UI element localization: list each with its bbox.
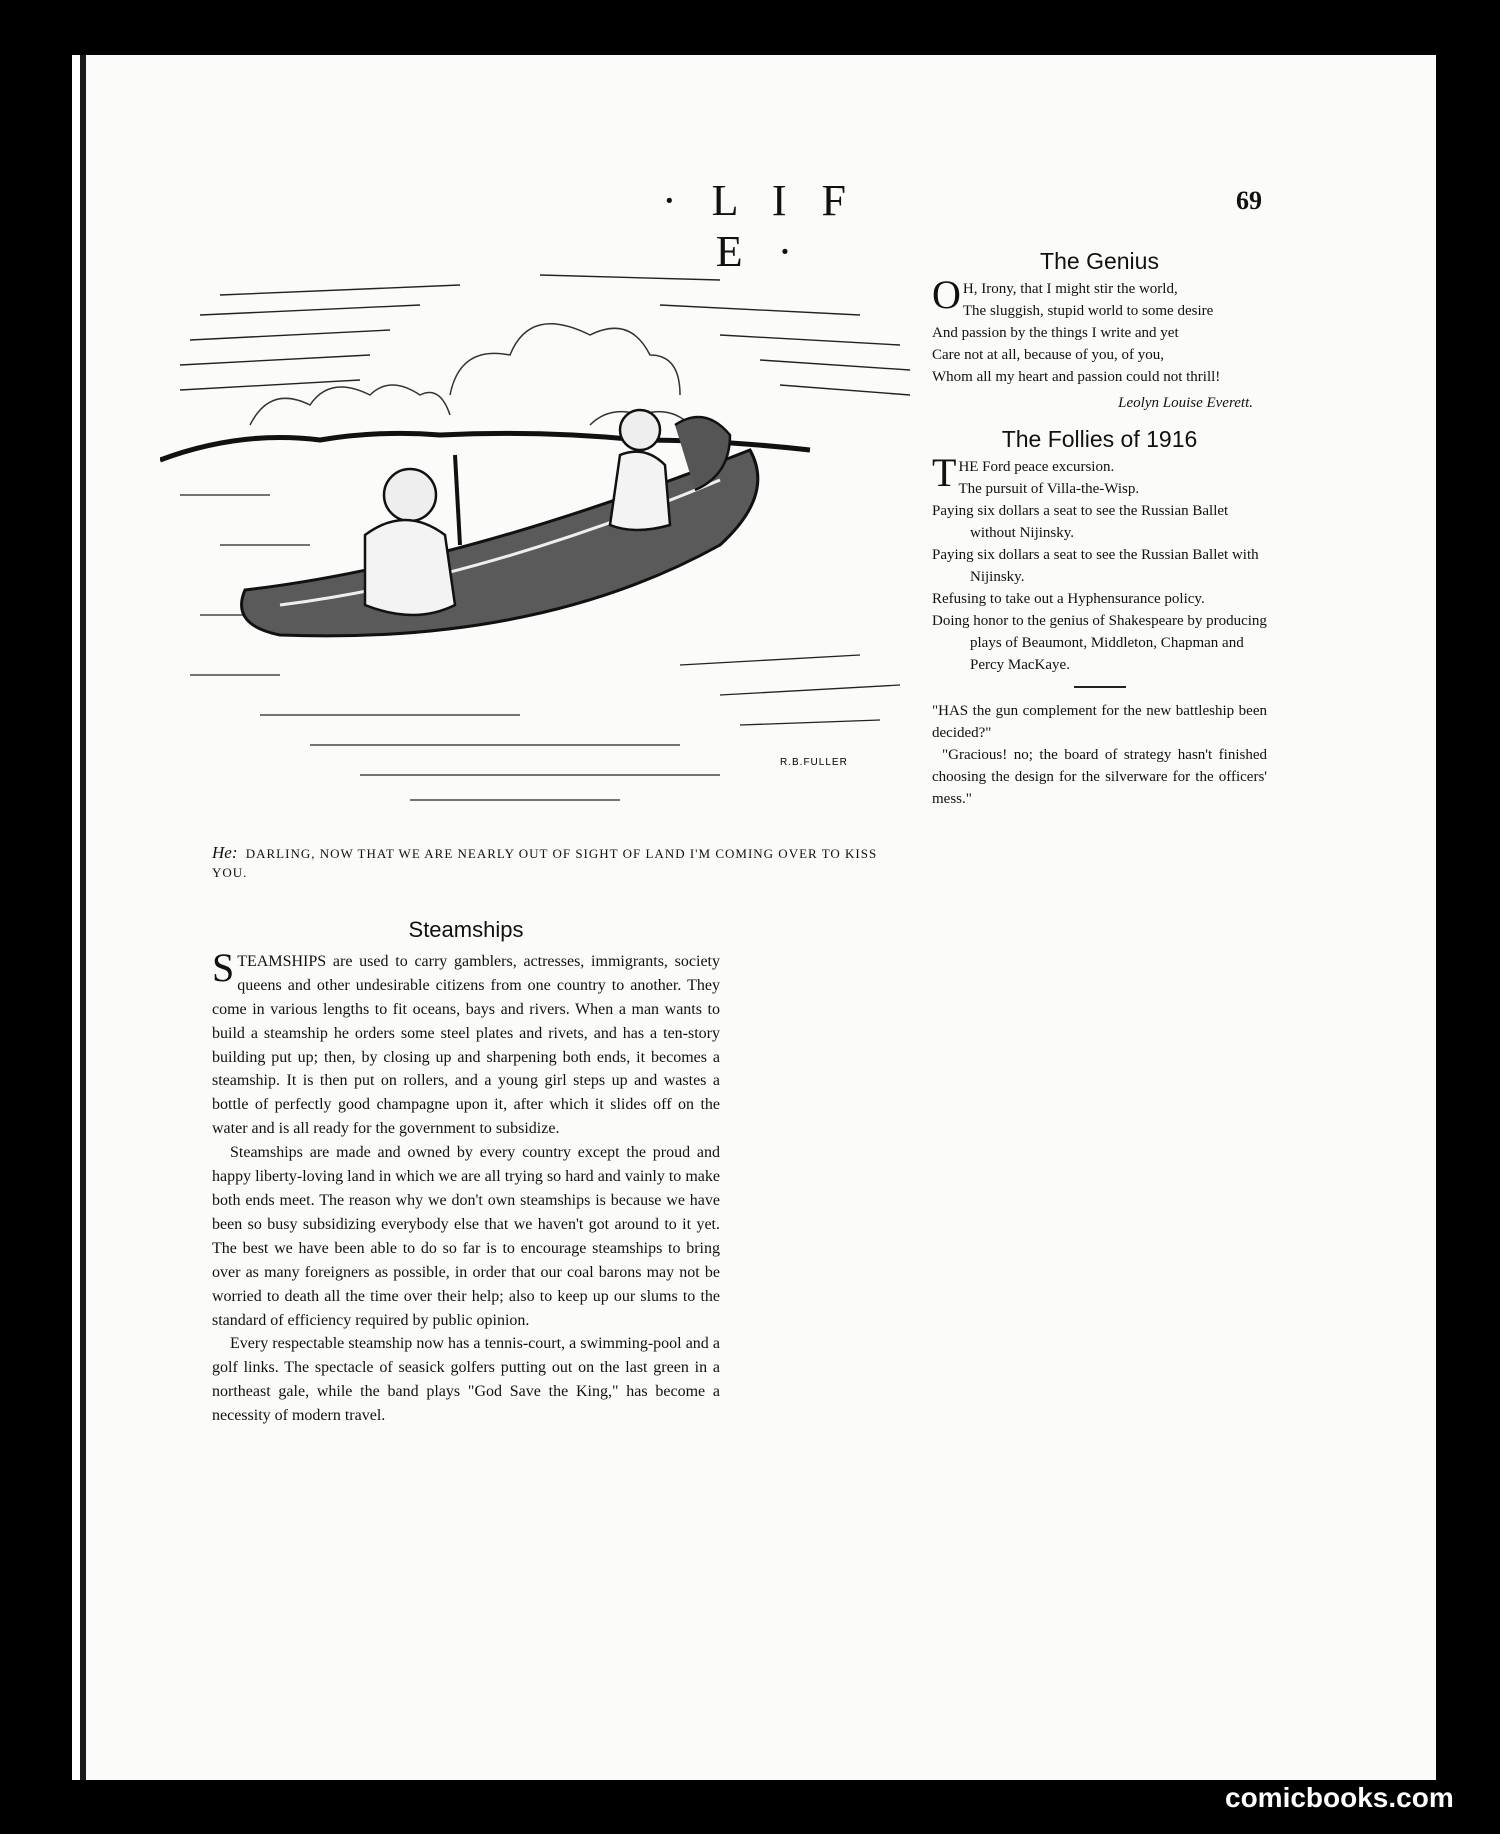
genius-title: The Genius [1040,248,1159,274]
artist-signature: R.B.FULLER [780,757,848,768]
follies-item: Paying six dollars a seat to see the Russian Ballet with Nijinsky. [932,547,1259,585]
cloud-outlines [250,324,690,425]
genius-line: Whom all my heart and passion could not thrill! [932,369,1221,385]
genius-line: The sluggish, stupid world to some desire [962,303,1214,319]
battleship-answer: "Gracious! no; the board of strategy hasn't finished choosing the design for the silverware for the officers' mess." [932,747,1267,807]
right-column [932,250,1267,810]
caption-speaker: He: [212,843,238,862]
page-number: 69 [1236,186,1262,215]
masthead-title: · L I F E · [661,176,859,276]
genius-poem [932,272,1267,414]
follies-item: THE Ford peace excursion. [932,450,1115,495]
man-figure [365,455,460,615]
steamships-paragraph: Every respectable steamship now has a tennis-court, a swimming-pool and a golf links. The spectacle of seasick golfers putting out on the last green in a northeast gale, while the band plays "God Save the King," has become a necessity of modern travel. [212,1335,720,1425]
canoe-hull [242,450,758,636]
sky-hatching [180,275,910,395]
steamships-title: Steamships [408,917,524,942]
follies-item: Refusing to take out a Hyphensurance policy. [932,591,1205,607]
steamships-paragraph: STEAMSHIPS are used to carry gamblers, actresses, immigrants, society queens and other undesirable citizens from one country to another. They come in various lengths to fit oceans, bays and rivers. When a man wants to build a steamship he orders some steel plates and rivets, and has a ten-story building put up; then, by closing up and sharpening both ends, it becomes a steamship. It is then put on rollers, and a young girl steps up and wastes a bottle of perfectly good champagne upon it, after which it slides off on the water and is all ready for the government to subsidize. [212,944,720,1138]
follies-item: Paying six dollars a seat to see the Russian Ballet without Nijinsky. [932,503,1229,541]
genius-line: OH, Irony, that I might stir the world, [932,272,1178,317]
site-watermark: comicbooks.com [1225,1782,1454,1813]
illustration-caption [212,843,882,882]
steamships-paragraph: Steamships are made and owned by every country except the proud and happy liberty-loving land in which we are all trying so hard and vainly to make both ends meet. The reason why we don't own steamships is because we have been so busy subsidizing everybody else that we haven't got around to it yet. The best we have been able to do so far is to encourage steamships to bring over as many foreigners as possible, in order that our coal barons may not be worried to death all the time over their help; also to keep up our slums to the standard of efficiency required by public opinion. [212,1144,720,1329]
steamships-article [212,918,720,1428]
battleship-question: "HAS the gun complement for the new battleship been decided?" [932,703,1267,741]
follies-list [932,450,1267,676]
follies-item: The pursuit of Villa-the-Wisp. [958,481,1140,497]
binding-margin [0,0,80,1834]
follies-item: Doing honor to the genius of Shakespeare by producing plays of Beaumont, Middleton, Chapman and Percy MacKaye. [932,613,1267,673]
genius-author: Leolyn Louise Everett. [1118,395,1253,411]
battleship-joke [932,700,1267,810]
caption-text: DARLING, NOW THAT WE ARE NEARLY OUT OF SIGHT OF LAND I'M COMING OVER TO KISS YOU. [212,846,878,880]
section-divider [1074,686,1126,688]
genius-line: And passion by the things I write and yet [932,325,1179,341]
genius-line: Care not at all, because of you, of you, [932,347,1165,363]
canoe-illustration [160,245,920,815]
follies-title: The Follies of 1916 [1001,426,1198,452]
